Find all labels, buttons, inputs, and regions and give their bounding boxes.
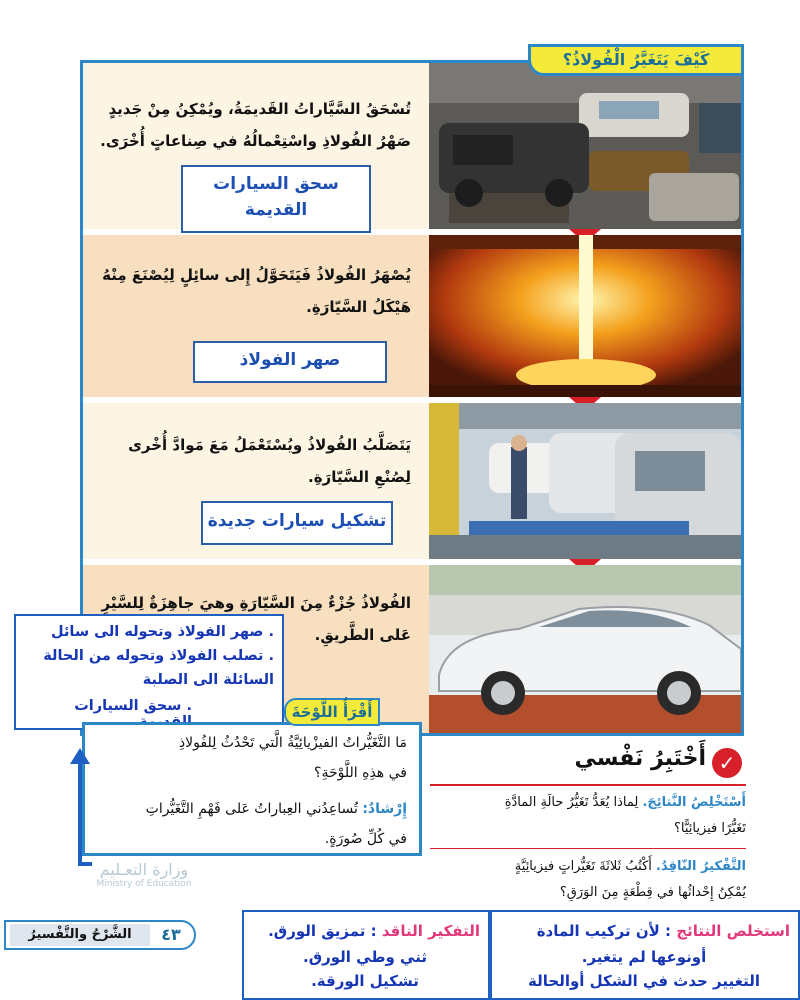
step-2-label: صهر الفولاذ [193,341,387,383]
car-factory-image [429,403,741,559]
q2-label: التَّفْكيرُ النّاقِدُ. [656,859,746,874]
step-2-text: يُصْهَرُ الفُولاذُ فَيَتَحَوَّلُ إِلى سائِلٍ لِيُصْنَعَ مِنْهُ هَيْكَلُ السَّيّارَةِ. [102,266,411,316]
test-q2-line-2: يُمْكِنُ إِحْداثُها في قِطْعَةٍ مِنَ الوَرَقِ؟ [559,885,746,900]
test-q2-line-1 [430,854,746,880]
answer-line-1: . صهر الفولاذ وتحوله الى سائل [51,624,274,640]
critical-head: التفكير الناقد [381,922,480,940]
answer-line-4: . سحق السيارات [74,698,192,714]
step-1-text-area [83,63,429,229]
critical-thinking-answer-box [242,910,490,1000]
conclusion-answer-box [490,910,800,1000]
conclude-line-1-rest: : لأن تركيب المادة [536,922,672,940]
step-2-text-area [83,235,429,397]
step-1-label-line-1: سحق السيارات [213,174,339,194]
q1-label: أَسْتَخْلِصُ النَّتائِجَ. [642,795,746,810]
read-hint-line-1 [97,795,407,823]
divider [430,848,746,849]
hint-label: إِرْشادٌ: [362,801,407,817]
read-question-line-1: مَا التَّغَيُّراتُ الفيزْيائِيَّةُ الَّتي تَحْدُثُ لِلفُولاذِ [178,735,407,751]
q1-text: لِماذا يُعَدُّ تَغَيُّرُ حالَةِ المادَّةِ [504,795,639,810]
page-footer [4,920,196,950]
section-name: الشَّرْحُ والتَّفْسيرُ [10,924,150,946]
read-panel-tab: أَقْرَأُ اللَّوْحَةَ [284,698,380,726]
hint-text: تُساعِدُني العِباراتُ عَلى فَهْمِ التَّغَيُّراتِ [145,801,358,817]
step-row-3 [83,403,741,559]
answer-line-3: السائلة الى الصلبة [142,672,274,688]
step-4-text: الفُولاذُ جُزْءٌ مِنَ السَّيّارَةِ وهيَ جاهِزَةٌ لِلسَّيْرِ عَلى الطَّريقِ. [101,594,411,644]
new-car-image [429,565,741,733]
read-question-line-2: في هذِهِ اللَّوْحَةِ؟ [314,765,407,781]
q2-text: أَكْتُبُ ثَلاثَةَ تَغَيُّراتٍ فيزيائِيَّةٍ [514,859,652,874]
answer-line-2: . تصلب الفولاذ وتحوله من الحالة [43,648,274,664]
step-3-text: يَتَصَلَّبُ الفُولاذُ ويُسْتَعْمَلُ مَعَ مَوادَّ أُخْرى لِصُنْعِ السَّيّارَةِ. [128,436,411,486]
read-panel-box [82,722,422,856]
test-q1-line-2: تَغَيُّرًا فيزيائِيًّا؟ [673,821,746,836]
conclude-line-1 [498,922,790,940]
section-title: كَيْفَ يَتَغَيَّرُ الْفُولاذُ؟ [528,44,744,76]
test-q1-line-1 [430,790,746,816]
critical-line-1-rest: : تمزيق الورق. [268,922,377,940]
test-yourself-title: أَخْتَبِرُ نَفْسي [574,746,706,771]
step-3-label: تشكيل سيارات جديدة [201,501,393,545]
step-1-text: تُسْحَقُ السَّيَّاراتُ القَديمَةُ، ويُمْكِنُ مِنْ جَديدٍ صَهْرُ الفُولاذِ واسْتِعْمالُهُ في صِناعاتٍ أُخْرَى. [100,100,411,150]
step-row-2 [83,235,741,397]
step-1-label-line-2: القديمة [244,200,308,220]
ministry-watermark [44,860,244,889]
page-number: ٤٣ [161,925,181,944]
check-icon: ✓ [712,748,742,778]
step-row-1 [83,63,741,229]
pointer-line [78,760,82,866]
molten-steel-image [429,235,741,397]
divider [430,784,746,786]
scrap-cars-image [429,63,741,229]
watermark-line-2: Ministry of Education [96,879,192,889]
conclude-line-2: أونوعها لم يتغير. [581,948,707,966]
watermark-line-1: وزارة التعـليم [99,860,189,879]
handwritten-answer-box [14,614,284,730]
conclude-head: استخلص النتائج [676,922,790,940]
critical-line-2: ثني وطي الورق. [303,948,427,966]
step-1-label [181,165,371,233]
critical-line-1 [250,922,480,940]
step-3-text-area [83,403,429,559]
critical-line-3: تشكيل الورقة. [311,972,419,990]
conclude-line-3: التغيير حدث في الشكل أوالحالة [528,972,760,990]
read-hint-line-2: في كُلِّ صُورَةٍ. [324,831,407,847]
